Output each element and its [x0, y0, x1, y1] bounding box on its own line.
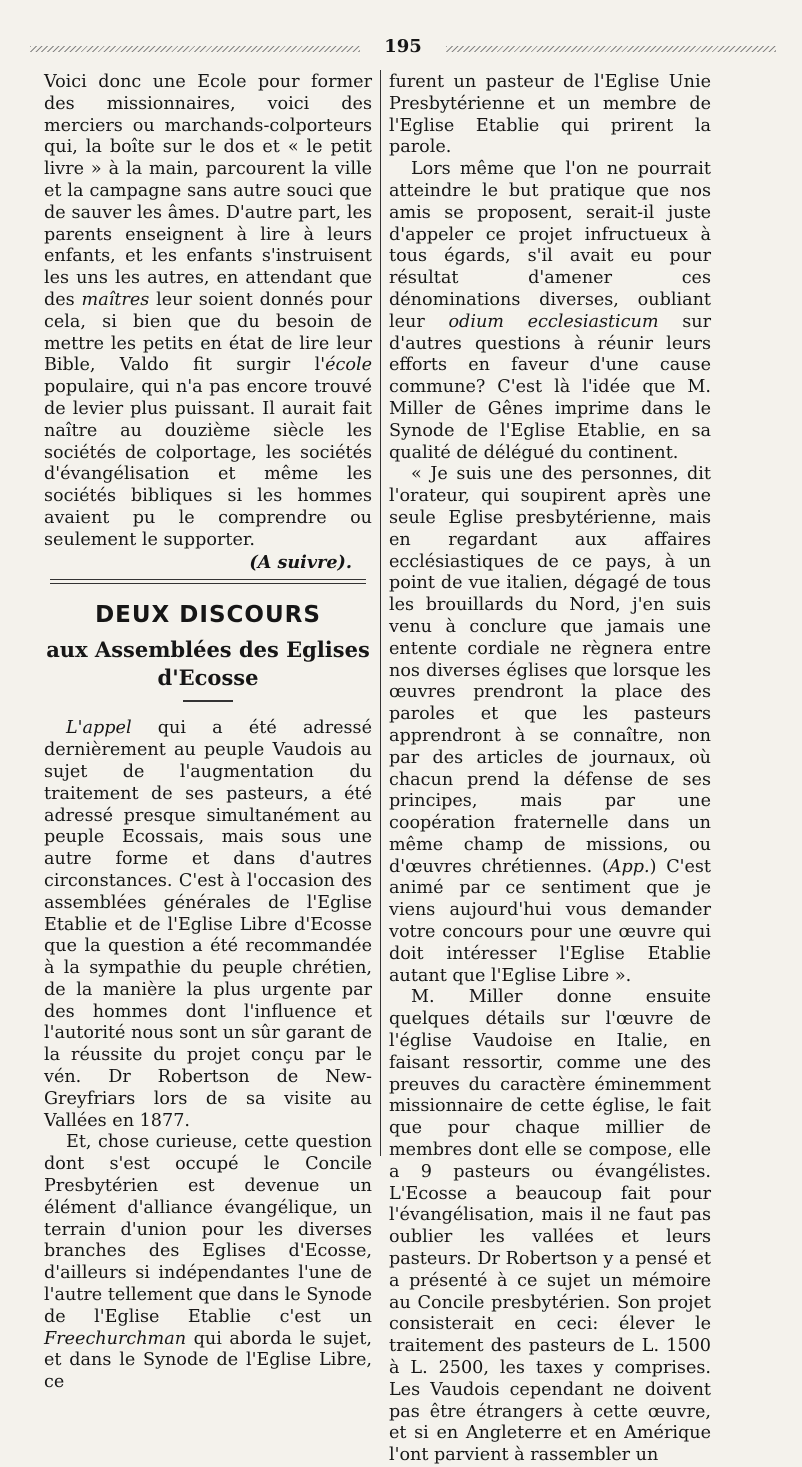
right-paragraph-2 — [389, 159, 711, 464]
left-p2-text: qui a été adressé dernièrement au peuple Vaudois au sujet de l'augmentation du traitement de ses pasteurs, a été adressé presque simultanément au peuple Ecossais, mais sous une autre forme et dans d'autres circonstances. C'est à l'occasion des assemblées générales de l'Eglise Etablie et de l'Eglise Libre d'Ecosse que la question a été recommandée à la sympathie du peuple chrétien, de la manière la plus urgente par des hommes dont l'influence et l'autorité nous sont un sûr garant de la réussite du projet conçu par le vén. Dr Robertson de New-Greyfriars lors de sa visite au Vallées en 1877. — [44, 718, 372, 1131]
right-p2-text-b: sur d'autres questions à réunir leurs efforts en faveur d'une cause commune? C'est là l'idée que M. Miller de Gênes imprime dans le Synode de l'Eglise Etablie, en sa qualité de délégué du continent. — [389, 311, 711, 463]
left-paragraph-2 — [44, 718, 372, 1132]
right-column — [389, 72, 711, 1467]
left-p2-italic-lappel: L'appel — [66, 718, 132, 739]
left-p1-italic-maitres: maîtres — [81, 289, 150, 310]
left-p3-text-b: qui aborda le sujet, et dans le Synode de l'Eglise Libre, ce — [44, 1328, 372, 1393]
section-divider-rule — [50, 579, 366, 584]
left-p1-text-a: Voici donc une Ecole pour former des missionnaires, voici des merciers ou marchands-colporteurs qui, la boîte sur le dos et « le petit livre » à la main, parcourent la ville et la campagne sans autre souci que de sauver les âmes. D'autre part, les parents enseignent à lire à leurs enfants, et les enfants s'instruisent les uns les autres, en attendant que des — [44, 72, 372, 310]
left-paragraph-1 — [44, 72, 372, 552]
left-column — [44, 72, 372, 1394]
right-p3-text-a: « Je suis une des personnes, dit l'orateur, qui soupirent après une seule Eglise presbytérienne, mais en regardant aux affaires ecclésiastiques de ce pays, à un point de vue italien, dégagé de tous les brouillards du Nord, j'en suis venu à conclure que jamais une entente cordiale ne règnera entre nos diverses églises que lorsque les œuvres prendront la place des paroles et que les pasteurs apprendront à se connaître, non par des articles de journaux, où chacun prend la défense de ses principes, mais par une coopération fraternelle dans un même champ de missions, ou d'œuvres chrétiennes. ( — [389, 464, 711, 877]
header-wave-ornament-right — [446, 46, 776, 52]
right-paragraph-1: furent un pasteur de l'Eglise Unie Presbytérienne et un membre de l'Eglise Etablie qui prirent la parole. — [389, 72, 711, 158]
right-p3-italic-app: App. — [608, 856, 650, 877]
left-p3-italic-freechurchman: Freechurchman — [44, 1328, 187, 1349]
right-paragraph-4: M. Miller donne ensuite quelques détails sur l'œuvre de l'église Vaudoise en Italie, en faisant ressortir, comme une des preuves du caractère éminemment missionnaire de cette église, le fait que pour chaque millier de membres dont elle se compose, elle a 9 pasteurs ou évangélistes. L'Ecosse a beaucoup fait pour l'évangélisation, mais il ne faut pas oublier les vallées et leurs pasteurs. Dr Robertson y a pensé et a présenté à ce sujet un mémoire au Concile presbytérien. Son projet consisterait en ceci: élever le traitement des pasteurs de L. 1500 à L. 2500, les taxes y comprises. Les Vaudois cependant ne doivent pas être étrangers à cette œuvre, et si en Angleterre et en Amérique l'ont parvient à rassembler un — [389, 987, 711, 1466]
article-title: DEUX DISCOURS — [95, 602, 321, 629]
title-short-rule — [183, 700, 233, 702]
left-p3-text-a: Et, chose curieuse, cette question dont s'est occupé le Concile Presbytérien est devenue un élément d'alliance évangélique, un terrain d'union pour les diverses branches des Eglises d'Ecosse, d'ailleurs si indépendantes l'une de l'autre tellement que dans le Synode de l'Eglise Etablie c'est un — [44, 1132, 372, 1327]
right-paragraph-3 — [389, 464, 711, 987]
page-header — [30, 36, 776, 62]
right-p2-italic-odium: odium ecclesiasticum — [448, 311, 659, 332]
article-subtitle: aux Assemblées des Eglises d'Ecosse — [46, 637, 370, 691]
right-p3-text-b: ) C'est animé par ce sentiment que je viens aujourd'hui vous demander votre concours pour une œuvre qui doit intéresser l'Eglise Etablie autant que l'Eglise Libre ». — [389, 856, 711, 986]
to-be-continued: (A suivre). — [249, 551, 352, 573]
left-p1-text-b: leur soient donnés pour cela, si bien que du besoin de mettre les petits en état de lire leur Bible, Valdo fit surgir l' — [44, 289, 373, 376]
left-p1-text-c: populaire, qui n'a pas encore trouvé de levier plus puissant. Il aurait fait naître au douzième siècle les sociétés de colportage, les sociétés d'évangélisation et même les sociétés bibliques si les hommes avaient pu le comprendre ou seulement le supporter. — [44, 377, 372, 550]
left-p1-italic-ecole: école — [325, 355, 372, 376]
page-number: 195 — [384, 36, 422, 57]
right-p2-text-a: Lors même que l'on ne pourrait atteindre le but pratique que nos amis se proposent, serait-il juste d'appeler ce projet infructueux à tous égards, s'il avait eu pour résultat d'amener ces dénominations diverses, oubliant leur — [389, 159, 711, 332]
column-divider — [380, 70, 381, 1156]
left-paragraph-3 — [44, 1132, 372, 1394]
